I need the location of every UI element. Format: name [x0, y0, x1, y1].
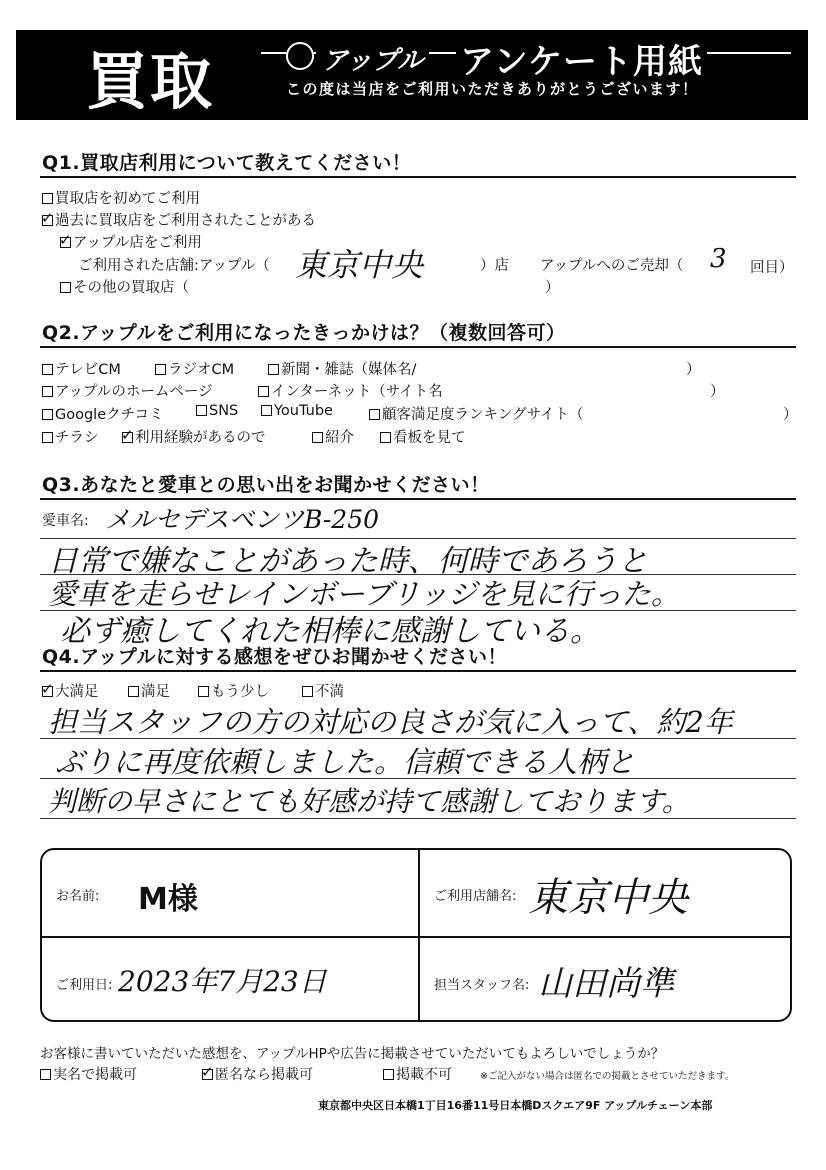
- header-title: アンケート用紙: [456, 34, 707, 83]
- date-label: ご利用日:: [56, 978, 113, 993]
- q2-option-google[interactable]: Googleクチコミ: [42, 403, 164, 424]
- checked-checkbox[interactable]: [60, 237, 71, 248]
- publish-note: ※ご記入がない場合は匿名での掲載とさせていただきます。: [480, 1071, 735, 1082]
- staff-value[interactable]: 山田尚準: [538, 964, 674, 1004]
- q1-store-suffix: ）店: [480, 258, 509, 274]
- checkbox[interactable]: [40, 1069, 51, 1080]
- publish-option-real-name[interactable]: 実名で掲載可: [40, 1064, 137, 1084]
- checkbox[interactable]: [42, 386, 53, 397]
- q2-rule: [40, 346, 796, 348]
- q2-ranking-close: ）: [783, 407, 798, 423]
- checkbox[interactable]: [302, 686, 313, 697]
- q3-car-value[interactable]: メルセデスベンツB-250: [105, 505, 380, 534]
- store-label: ご利用店舗名:: [434, 889, 517, 904]
- q4-comment-line-3[interactable]: 判断の早さにとても好感が持て感謝しております。: [48, 785, 690, 818]
- checkbox[interactable]: [42, 432, 53, 443]
- q2-news-close: ）: [686, 362, 701, 378]
- checked-checkbox[interactable]: [202, 1069, 213, 1080]
- info-divider-vertical: [418, 850, 420, 1020]
- q2-option-sns[interactable]: SNS: [196, 403, 238, 419]
- q2-option-radio[interactable]: ラジオCM: [155, 358, 234, 379]
- apple-logo-icon: [286, 42, 314, 70]
- store-value[interactable]: 東京中央: [528, 875, 688, 921]
- q1-count-label: アップルへのご売却（: [540, 258, 684, 274]
- q1-option-other[interactable]: その他の買取店（: [60, 276, 189, 297]
- q1-count-suffix: 回目）: [750, 260, 794, 276]
- q2-option-signboard[interactable]: 看板を見て: [380, 426, 466, 447]
- checkbox[interactable]: [42, 193, 53, 204]
- q2-option-flyer[interactable]: チラシ: [42, 426, 99, 447]
- checked-checkbox[interactable]: [122, 432, 133, 443]
- q2-option-ranking[interactable]: 顧客満足度ランキングサイト（: [369, 403, 584, 424]
- q2-option-experience[interactable]: ✓ 利用経験があるので: [122, 426, 266, 447]
- q4-heading: Q4.アップルに対する感想をぜひお聞かせください！: [42, 646, 508, 668]
- name-label: お名前:: [56, 889, 100, 904]
- q2-option-news[interactable]: 新聞・雑誌（媒体名/: [268, 358, 416, 379]
- q3-memory-line-2[interactable]: 愛車を走らせレインボーブリッジを見に行った。: [48, 577, 680, 611]
- q4-rule: [40, 670, 796, 672]
- q3-memory-line-1[interactable]: 日常で嫌なことがあった時、何時であろうと: [48, 544, 648, 579]
- checkbox[interactable]: [258, 386, 269, 397]
- q4-comment-line-2[interactable]: ぶりに再度依頼しました。信頼できる人柄と: [55, 745, 636, 779]
- q1-store-label: ご利用された店舗:アップル（: [78, 258, 270, 274]
- checked-checkbox[interactable]: [42, 215, 53, 226]
- publish-option-anonymous[interactable]: ✓ 匿名なら掲載可: [202, 1064, 313, 1084]
- q1-rule: [40, 176, 796, 178]
- q1-store-value[interactable]: 東京中央: [295, 246, 424, 284]
- q1-other-suffix: ）: [545, 280, 560, 296]
- q3-memory-line-3[interactable]: 必ず癒してくれた相棒に感謝している。: [60, 614, 600, 649]
- header-subtitle: この度は当店をご利用いただきありがとうございます！: [286, 80, 699, 98]
- staff-label: 担当スタッフ名:: [434, 978, 530, 993]
- checkbox[interactable]: [42, 364, 53, 375]
- q2-internet-close: ）: [710, 384, 725, 400]
- checkbox[interactable]: [128, 686, 139, 697]
- q2-option-tv[interactable]: テレビCM: [42, 358, 121, 379]
- q2-option-referral[interactable]: 紹介: [312, 426, 354, 447]
- q1-option-first[interactable]: 買取店を初めてご利用: [42, 187, 200, 208]
- q1-option-apple[interactable]: ✓アップル店をご利用: [60, 231, 202, 252]
- q2-option-internet[interactable]: インターネット（サイト名: [258, 380, 443, 401]
- q2-option-homepage[interactable]: アップルのホームページ: [42, 380, 213, 401]
- checkbox[interactable]: [261, 405, 272, 416]
- checkbox[interactable]: [383, 1069, 394, 1080]
- header-banner: [16, 30, 808, 120]
- customer-info-box: [40, 848, 792, 1022]
- q4-comment-line-1[interactable]: 担当スタッフの方の対応の良さが気に入って、約2年: [48, 705, 733, 739]
- q1-heading: Q1.買取店利用について教えてください！: [42, 152, 412, 174]
- header-kanji: 買取: [86, 45, 215, 118]
- q1-count-value[interactable]: 3: [710, 244, 727, 274]
- checkbox[interactable]: [312, 432, 323, 443]
- checked-checkbox[interactable]: [42, 686, 53, 697]
- company-address: 東京都中央区日本橋1丁目16番11号日本橋Dスクエア9F アップルチェーン本部: [318, 1099, 713, 1112]
- info-divider-horizontal: [42, 936, 790, 938]
- q4-option-bit-more[interactable]: もう少し: [198, 680, 269, 701]
- checkbox[interactable]: [380, 432, 391, 443]
- publish-option-not-allowed[interactable]: 掲載不可: [383, 1064, 452, 1084]
- publish-question: お客様に書いていただいた感想を、アップルHPや広告に掲載させていただいてもよろしいでしょうか？: [40, 1046, 665, 1062]
- date-value[interactable]: 2023年7月23日: [118, 965, 327, 998]
- checkbox[interactable]: [369, 409, 380, 420]
- checkbox[interactable]: [60, 282, 71, 293]
- checkbox[interactable]: [198, 686, 209, 697]
- checkbox[interactable]: [268, 364, 279, 375]
- header-brand: アップル: [316, 40, 429, 77]
- q4-option-satisfied[interactable]: 満足: [128, 680, 170, 701]
- q1-option-past[interactable]: ✓過去に買取店をご利用されたことがある: [42, 209, 316, 230]
- checkbox[interactable]: [42, 409, 53, 420]
- checkbox[interactable]: [196, 405, 207, 416]
- q4-option-dissatisfied[interactable]: 不満: [302, 680, 344, 701]
- q3-heading: Q3.あなたと愛車との思い出をお聞かせください！: [42, 474, 490, 496]
- q2-option-youtube[interactable]: YouTube: [261, 403, 333, 419]
- q4-option-very-satisfied[interactable]: ✓大満足: [42, 680, 99, 701]
- name-value[interactable]: M様: [138, 882, 198, 917]
- checkbox[interactable]: [155, 364, 166, 375]
- q3-car-label: 愛車名:: [42, 513, 89, 529]
- q2-heading: Q2.アップルをご利用になったきっかけは？（複数回答可）: [42, 322, 566, 344]
